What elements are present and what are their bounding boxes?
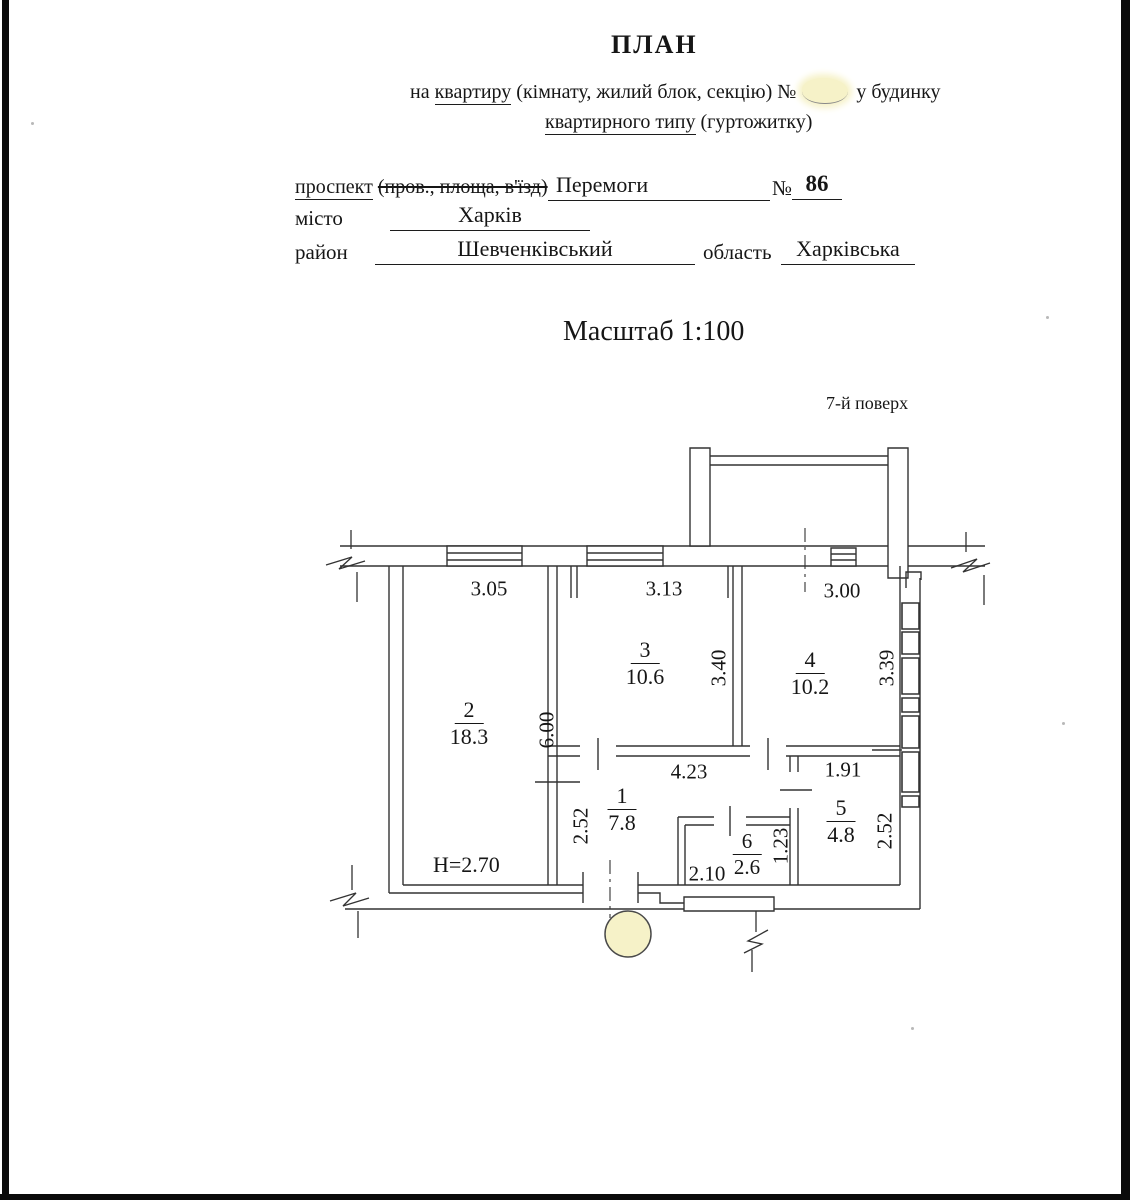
dim-depth-room3: 3.40 (706, 649, 731, 687)
scale-label: Масштаб 1:100 (563, 316, 745, 347)
room-label-3 (626, 638, 665, 689)
district-label: район (295, 240, 348, 264)
scan-edge-bottom (0, 1194, 1130, 1200)
outer-walls (345, 566, 920, 909)
room-number: 6 (733, 830, 762, 855)
region-label: область (703, 240, 772, 264)
page-title: ПЛАН (611, 30, 698, 59)
room-area: 18.3 (449, 723, 489, 749)
street-type-struck: (пров., площа, в'їзд) (377, 176, 548, 198)
street-row-label (295, 176, 548, 199)
dim-depth-room4: 3.39 (874, 649, 899, 687)
house-number-field: 86 (792, 171, 842, 200)
house-number-sign: № (772, 176, 793, 200)
dim-depth-room2: 6.00 (534, 711, 559, 749)
room-area: 7.8 (608, 809, 636, 835)
door-openings (535, 566, 902, 903)
dim-room6-depth: 1.23 (768, 827, 793, 865)
scan-edge-right (1121, 0, 1130, 1200)
scan-edge-left (2, 0, 9, 1200)
region-field: Харківська (781, 236, 915, 265)
entrance-area (605, 897, 774, 957)
dim-top-room4: 3.00 (823, 578, 861, 603)
dim-room6-width: 2.10 (688, 861, 726, 886)
dim-top-room3: 3.13 (645, 576, 683, 601)
room-label-4 (791, 648, 830, 699)
windows (447, 546, 856, 566)
city-field: Харків (390, 202, 590, 231)
subtitle-middle: (кімнату, жилий блок, секцію) (516, 81, 773, 103)
room-label-5 (827, 796, 856, 847)
subtitle-suffix: у будинку (856, 81, 941, 103)
subtitle-object-word: квартиру (434, 81, 512, 103)
room-label-2 (450, 698, 489, 749)
street-type-label: проспект (295, 176, 373, 198)
dim-hall-width: 4.23 (670, 759, 708, 784)
room-number: 5 (827, 796, 856, 822)
room-number: 4 (796, 648, 825, 674)
room-label-1 (608, 784, 637, 835)
scan-speck (1062, 722, 1065, 725)
scan-speck (31, 122, 34, 125)
room-number: 3 (631, 638, 660, 664)
floor-plan-drawing (320, 428, 1010, 988)
dim-room5-width: 1.91 (824, 757, 862, 782)
dim-top-room2: 3.05 (470, 576, 508, 601)
room-number: 2 (455, 698, 484, 724)
highlighter-redaction (802, 78, 848, 104)
room-area: 10.2 (790, 673, 830, 699)
floor-label: 7-й поверх (826, 393, 909, 413)
subtitle-prefix: на (410, 81, 430, 103)
subtitle-line-2 (545, 111, 812, 134)
city-label: місто (295, 206, 343, 230)
room-area: 4.8 (827, 821, 855, 847)
street-name-field: Перемоги (548, 172, 770, 201)
subtitle-line-1 (410, 78, 941, 104)
room-number: 1 (608, 784, 637, 810)
room-area: 2.6 (733, 854, 761, 879)
room-label-6 (733, 830, 762, 879)
subtitle-number-sign: № (777, 81, 797, 103)
scan-speck (1046, 316, 1049, 319)
dim-room5-depth: 2.52 (872, 812, 897, 850)
subtitle-type-rest: (гуртожитку) (700, 111, 813, 133)
subtitle-type-word: квартирного типу (545, 111, 696, 133)
vent-shafts (902, 603, 919, 807)
ceiling-height-note: H=2.70 (433, 852, 500, 877)
scan-speck (911, 1027, 914, 1030)
district-field: Шевченківський (375, 236, 695, 265)
highlighter-circle (605, 911, 651, 957)
room-area: 10.6 (625, 663, 665, 689)
dim-hall-depth: 2.52 (568, 807, 593, 845)
